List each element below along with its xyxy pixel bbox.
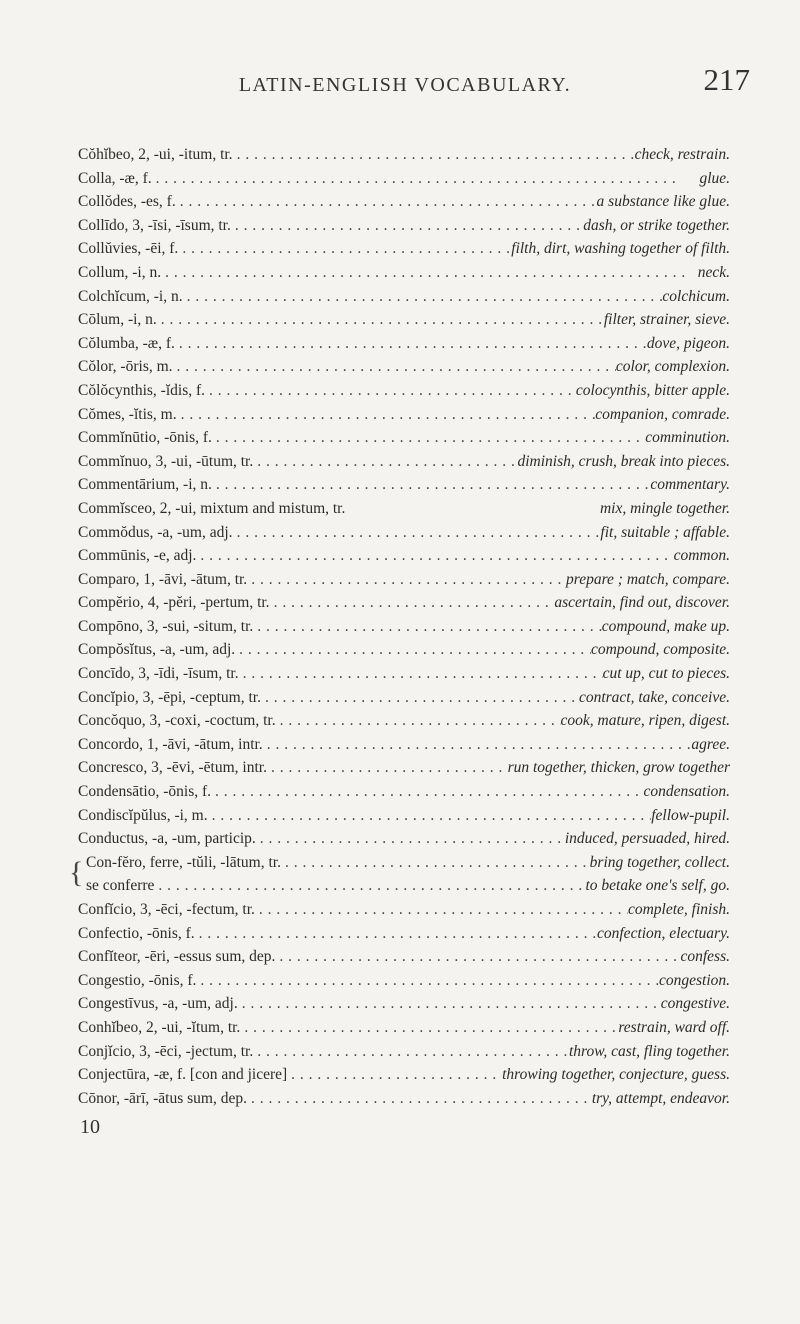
- entry-gloss: color, complexion.: [615, 358, 730, 376]
- dot-leader: [212, 473, 650, 497]
- vocabulary-entry: [78, 473, 730, 497]
- vocabulary-entry: [78, 497, 730, 521]
- vocabulary-entry: [78, 615, 730, 639]
- entry-gloss: comminution.: [645, 429, 730, 447]
- dot-leader: [183, 285, 663, 309]
- entry-headword: Commĭnuo, 3, -ui, -ūtum, tr.: [78, 452, 254, 470]
- dot-leader: [231, 214, 583, 238]
- running-head: LATIN-ENGLISH VOCABULARY.: [238, 74, 572, 96]
- entry-headword: Commŏdus, -a, -um, adj.: [78, 523, 233, 541]
- dot-leader: [154, 874, 585, 898]
- dot-leader: [240, 1016, 618, 1040]
- entry-gloss: to betake one's self, go.: [585, 877, 730, 895]
- entry-headword: Compŏsĭtus, -a, -um, adj.: [78, 641, 236, 659]
- dot-leader: [211, 780, 643, 804]
- entry-gloss: compound, make up.: [601, 617, 730, 635]
- dot-leader: [263, 733, 692, 757]
- vocabulary-entry: [78, 709, 730, 733]
- entry-gloss: confess.: [680, 948, 730, 966]
- vocabulary-entry: [78, 591, 730, 615]
- dot-leader: [233, 143, 635, 167]
- vocabulary-entry: [86, 851, 730, 875]
- entry-headword: Cŏlŏcynthis, -ĭdis, f.: [78, 381, 206, 399]
- dot-leader: [161, 261, 698, 285]
- entry-headword: Cŏlor, -ōris, m.: [78, 358, 173, 376]
- dot-leader: [247, 568, 566, 592]
- entry-headword: Commĭsceo, 2, -ui, mixtum and mistum, tr.: [78, 499, 346, 517]
- vocabulary-entry: [78, 237, 730, 261]
- entry-gloss: fit, suitable ; affable.: [600, 523, 730, 541]
- entry-gloss: complete, finish.: [627, 901, 730, 918]
- dot-leader: [233, 521, 601, 545]
- entry-headword: Collŏdes, -es, f.: [78, 193, 176, 211]
- entry-headword: Commūnis, -e, adj.: [78, 547, 197, 565]
- entry-headword: Cōlum, -i, n.: [78, 311, 157, 329]
- dot-leader: [275, 945, 680, 969]
- dot-leader: [195, 922, 597, 946]
- vocabulary-entry: [78, 332, 730, 356]
- entry-headword: Concresco, 3, -ēvi, -ētum, intr.: [78, 759, 267, 777]
- vocabulary-entry: [78, 733, 730, 757]
- vocabulary-entry: [78, 1040, 730, 1064]
- vocabulary-entry: [78, 521, 730, 545]
- entry-headword: Cōnor, -ārī, -ātus sum, dep.: [78, 1089, 247, 1107]
- dot-leader: [177, 403, 596, 427]
- entry-headword: Concĭpio, 3, -ēpi, -ceptum, tr.: [78, 688, 261, 706]
- vocabulary-entry: [78, 568, 730, 592]
- dot-leader: [238, 992, 661, 1016]
- dot-leader: [157, 308, 604, 332]
- entry-headword: Congestīvus, -a, -um, adj.: [78, 995, 238, 1013]
- dot-leader: [255, 898, 628, 922]
- brace-icon: {: [69, 855, 84, 889]
- dot-leader: [196, 544, 673, 568]
- entry-headword: Cŏhĭbeo, 2, -ui, -itum, tr.: [78, 146, 233, 163]
- entry-headword: Comparo, 1, -āvi, -ātum, tr.: [78, 570, 248, 588]
- entry-gloss: glue.: [699, 169, 730, 187]
- entry-gloss: filter, strainer, sieve.: [603, 311, 730, 329]
- vocabulary-entry: [78, 780, 730, 804]
- entry-gloss: bring together, collect.: [589, 853, 730, 871]
- entry-gloss: throwing together, conjecture, guess.: [502, 1066, 730, 1084]
- dot-leader: [239, 662, 603, 686]
- entry-headword: Confĭcio, 3, -ēci, -fectum, tr.: [78, 901, 255, 918]
- entry-gloss: induced, persuaded, hired.: [564, 830, 730, 848]
- entry-headword: Commentārium, -i, n.: [78, 476, 212, 494]
- dot-leader: [261, 686, 579, 710]
- vocabulary-entry: [86, 874, 730, 898]
- entry-gloss: companion, comrade.: [595, 405, 730, 423]
- vocabulary-entry: [78, 686, 730, 710]
- entry-gloss: neck.: [697, 263, 730, 281]
- dot-leader: [270, 591, 555, 615]
- entry-gloss: colchicum.: [662, 287, 730, 305]
- entry-gloss: throw, cast, fling together.: [568, 1042, 730, 1060]
- entry-headword: Cŏmes, -ĭtis, m.: [78, 405, 177, 423]
- entry-gloss: ascertain, find out, discover.: [554, 594, 730, 612]
- dot-leader: [253, 615, 601, 639]
- dot-leader: [235, 638, 591, 662]
- entry-headword: Cŏlumba, -æ, f.: [78, 334, 175, 352]
- dot-leader: [196, 969, 659, 993]
- entry-headword: Conhĭbeo, 2, -ui, -ĭtum, tr.: [78, 1018, 241, 1036]
- vocabulary-entry: [78, 214, 730, 238]
- entry-gloss: fellow-pupil.: [651, 806, 730, 824]
- vocabulary-entry: [78, 827, 730, 851]
- entry-gloss: dash, or strike together.: [583, 216, 730, 234]
- entry-gloss: colocynthis, bitter apple.: [575, 381, 730, 399]
- entry-headword: Concīdo, 3, -īdi, -īsum, tr.: [78, 665, 239, 683]
- entry-gloss: congestion.: [658, 971, 730, 989]
- dot-leader: [281, 851, 590, 875]
- dot-leader: [256, 827, 565, 851]
- page-number: 217: [703, 62, 750, 97]
- vocabulary-entry: [78, 922, 730, 946]
- vocabulary-entry: [78, 662, 730, 686]
- signature-mark: 10: [80, 1116, 100, 1138]
- entry-headword: Con-fĕro, ferre, -tŭli, -lātum, tr.: [86, 853, 281, 871]
- vocabulary-entry: [78, 898, 730, 922]
- entry-gloss: mix, mingle together.: [599, 499, 730, 517]
- vocabulary-entry: [78, 285, 730, 309]
- vocabulary-entry: [78, 379, 730, 403]
- entry-headword: Compĕrio, 4, -pĕri, -pertum, tr.: [78, 594, 270, 612]
- entry-headword: Colla, -æ, f.: [78, 169, 152, 187]
- entry-headword: Confĭteor, -ēri, -essus sum, dep.: [78, 948, 276, 966]
- vocabulary-entry: [78, 355, 730, 379]
- entry-headword: Compōno, 3, -sui, -situm, tr.: [78, 617, 254, 635]
- entry-gloss: commentary.: [650, 476, 730, 494]
- entry-gloss: cut up, cut to pieces.: [602, 665, 730, 683]
- vocabulary-entry: [78, 756, 730, 780]
- dot-leader: [276, 709, 561, 733]
- dot-leader: [253, 450, 517, 474]
- entry-headword: Concordo, 1, -āvi, -ātum, intr.: [78, 735, 263, 753]
- vocabulary-entry: [78, 945, 730, 969]
- entry-gloss: check, restrain.: [634, 146, 730, 163]
- entry-headword: Colchĭcum, -i, n.: [78, 287, 183, 305]
- entry-gloss: condensation.: [643, 783, 730, 801]
- entry-headword: Concŏquo, 3, -coxi, -coctum, tr.: [78, 712, 276, 730]
- dot-leader: [287, 1063, 502, 1087]
- entry-headword: Collum, -i, n.: [78, 263, 162, 281]
- entry-headword: se conferre: [86, 877, 155, 895]
- entry-gloss: diminish, crush, break into pieces.: [517, 452, 730, 470]
- entry-gloss: congestive.: [660, 995, 730, 1013]
- vocabulary-entry: [78, 308, 730, 332]
- entry-gloss: common.: [673, 547, 730, 565]
- vocabulary-entry: [78, 143, 730, 167]
- vocabulary-entry: [78, 167, 730, 191]
- entry-headword: Conjĭcio, 3, -ēci, -jectum, tr.: [78, 1042, 254, 1060]
- entry-gloss: confection, electuary.: [597, 924, 730, 942]
- vocabulary-entry: [78, 190, 730, 214]
- vocabulary-entry: [78, 992, 730, 1016]
- entry-headword: Collīdo, 3, -īsi, -īsum, tr.: [78, 216, 231, 234]
- vocabulary-entry: [78, 544, 730, 568]
- dot-leader: [267, 756, 508, 780]
- dot-leader: [208, 804, 652, 828]
- entry-headword: Condensātio, -ōnis, f.: [78, 783, 212, 801]
- entry-gloss: run together, thicken, grow together: [507, 759, 730, 777]
- entry-headword: Commĭnūtio, -ōnis, f.: [78, 429, 212, 447]
- vocabulary-entry: [78, 450, 730, 474]
- dot-leader: [178, 237, 511, 261]
- dot-leader: [212, 426, 645, 450]
- vocabulary-entry: [78, 1063, 730, 1087]
- dot-leader: [173, 355, 616, 379]
- dot-leader: [247, 1087, 592, 1111]
- entry-gloss: try, attempt, endeavor.: [591, 1089, 730, 1107]
- braced-entry-group: [69, 851, 730, 898]
- entry-headword: Collŭvies, -ēi, f.: [78, 240, 179, 258]
- entry-gloss: compound, composite.: [590, 641, 730, 659]
- vocabulary-entry: [78, 261, 730, 285]
- vocabulary-list: [69, 143, 730, 1110]
- dot-leader: [176, 190, 597, 214]
- vocabulary-entry: [78, 1087, 730, 1111]
- dot-leader: [152, 167, 700, 191]
- entry-headword: Conductus, -a, -um, particip.: [78, 830, 256, 848]
- vocabulary-entry: [78, 969, 730, 993]
- dot-leader: [205, 379, 576, 403]
- entry-headword: Condiscĭpŭlus, -i, m.: [78, 806, 208, 824]
- vocabulary-entry: [78, 1016, 730, 1040]
- entry-gloss: filth, dirt, washing together of filth.: [511, 240, 730, 258]
- entry-gloss: cook, mature, ripen, digest.: [560, 712, 730, 730]
- entry-gloss: dove, pigeon.: [646, 334, 730, 352]
- entry-gloss: restrain, ward off.: [618, 1018, 730, 1036]
- entry-gloss: prepare ; match, compare.: [566, 570, 730, 588]
- vocabulary-entry: [78, 403, 730, 427]
- entry-gloss: agree.: [691, 735, 730, 753]
- page-header: [60, 58, 750, 98]
- vocabulary-entry: [78, 426, 730, 450]
- vocabulary-entry: [78, 804, 730, 828]
- entry-gloss: a substance like glue.: [596, 193, 730, 211]
- entry-headword: Congestio, -ōnis, f.: [78, 971, 197, 989]
- entry-headword: Conjectūra, -æ, f. [con and jicere]: [78, 1066, 288, 1084]
- dot-leader: [175, 332, 647, 356]
- entry-gloss: contract, take, conceive.: [578, 688, 730, 706]
- entry-headword: Confectio, -ōnis, f.: [78, 924, 195, 942]
- dot-leader: [253, 1040, 569, 1064]
- vocabulary-entry: [78, 638, 730, 662]
